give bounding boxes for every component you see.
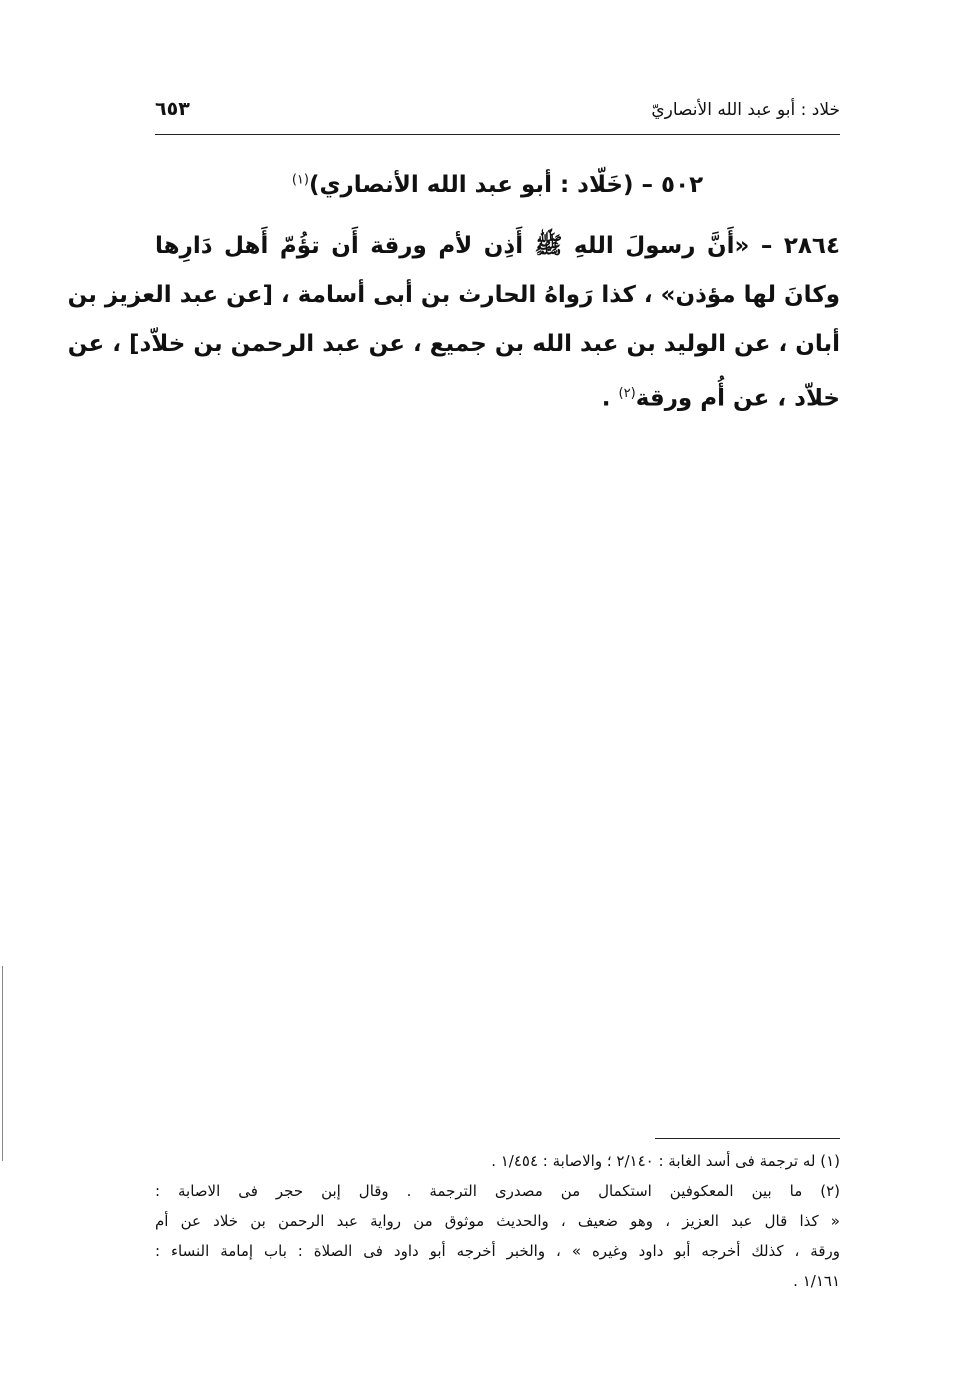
hadith-line: ٢٨٦٤ – «أَنَّ رسولَ اللهِ ﷺ أَذِن لأم ورقة أَن تؤُمّ أَهل دَارِها bbox=[155, 233, 840, 259]
hadith-line-last bbox=[155, 369, 840, 424]
footnotes bbox=[155, 1146, 840, 1296]
entry-heading-text: ٥٠٢ – (خَلّاد : أبو عبد الله الأنصاري) bbox=[308, 172, 704, 198]
scan-margin-line bbox=[2, 966, 3, 1161]
running-header bbox=[155, 96, 840, 132]
header-rule bbox=[155, 134, 840, 135]
running-header-title: خلاد : أبو عبد الله الأنصاريّ bbox=[651, 100, 840, 120]
hadith-text bbox=[67, 222, 840, 424]
footnote-ref-2: (٢) bbox=[618, 386, 636, 401]
hadith-line: أبان ، عن الوليد بن عبد الله بن جميع ، عن عبد الرحمن بن خلاّد] ، عن bbox=[67, 331, 840, 357]
hadith-line: وكانَ لها مؤذن» ، كذا رَواهُ الحارث بن أبى أسامة ، [عن عبد العزيز بن bbox=[67, 282, 840, 308]
footnote-line: (٢) ما بين المعكوفين استكمال من مصدرى الترجمة . وقال إبن حجر فى الاصابة : bbox=[155, 1182, 840, 1200]
footnote-line: ورقة ، كذلك أخرجه أبو داود وغيره » ، والخبر أخرجه أبو داود فى الصلاة : باب إمامة النساء : bbox=[155, 1242, 840, 1260]
footnote-line: ١/١٦١ . bbox=[793, 1272, 840, 1290]
footnote-separator bbox=[655, 1138, 840, 1139]
page-number: ٦٥٣ bbox=[155, 98, 190, 120]
hadith-line-last-text: خلاّد ، عن أُم ورقة bbox=[635, 385, 840, 412]
footnote-line: (١) له ترجمة فى أسد الغابة : ٢/١٤٠ ؛ والاصابة : ١/٤٥٤ . bbox=[491, 1152, 840, 1170]
entry-heading bbox=[155, 172, 840, 198]
footnote-line: « كذا قال عبد العزيز ، وهو ضعيف ، والحديث موثوق من رواية عبد الرحمن بن خلاد عن أم bbox=[155, 1212, 840, 1230]
footnote-ref-1: (١) bbox=[291, 172, 309, 188]
hadith-line-last-tail: . bbox=[601, 385, 619, 412]
